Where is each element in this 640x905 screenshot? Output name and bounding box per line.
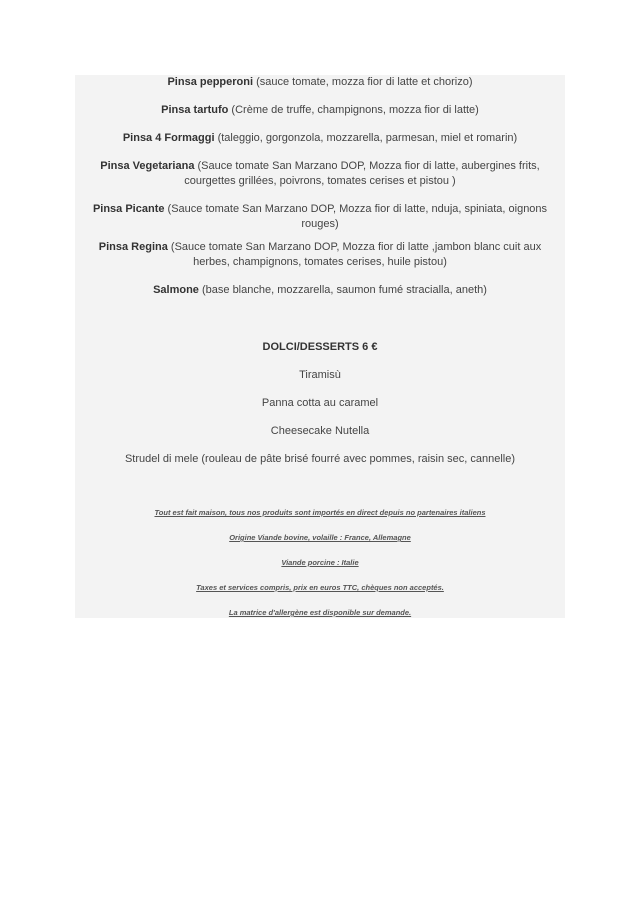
note-pork-origin: Viande porcine : Italie — [281, 558, 359, 567]
note-allergens: La matrice d'allergène est disponible sur demande. — [228, 608, 412, 617]
dessert-item: Panna cotta au caramel — [261, 397, 379, 409]
menu-item-picante — [79, 202, 561, 232]
menu-item-vegetariana — [85, 159, 555, 189]
note-homemade: Tout est fait maison, tous nos produits sont importés en direct depuis no partenaires italiens — [154, 508, 486, 517]
item-name: Pinsa Vegetariana — [100, 160, 195, 172]
menu-page — [75, 75, 565, 618]
note-taxes: Taxes et services compris, prix en euros TTC, chèques non acceptés. — [196, 583, 444, 592]
item-name: Pinsa tartufo — [161, 104, 229, 116]
item-description: (base blanche, mozzarella, saumon fumé stracialla, aneth) — [198, 284, 487, 296]
item-description: (Sauce tomate San Marzano DOP, Mozza fior di latte ,jambon blanc cuit aux herbes, champignons, tomates cerises, huile pistou) — [167, 241, 542, 268]
item-description: (Crème de truffe, champignons, mozza fior di latte) — [228, 104, 479, 116]
item-name: Pinsa pepperoni — [167, 76, 254, 88]
item-name: Pinsa Picante — [92, 203, 165, 215]
item-description: (sauce tomate, mozza fior di latte et chorizo) — [253, 76, 473, 88]
menu-item-4-formaggi — [75, 131, 565, 146]
dessert-item: Strudel di mele (rouleau de pâte brisé fourré avec pommes, raisin sec, cannelle) — [124, 453, 516, 465]
dessert-item: Tiramisù — [299, 369, 341, 381]
menu-item-regina — [83, 240, 557, 270]
item-description: (Sauce tomate San Marzano DOP, Mozza fior di latte, nduja, spiniata, oignons rouges) — [164, 203, 548, 230]
item-name: Pinsa Regina — [98, 241, 168, 253]
note-meat-origin: Origine Viande bovine, volaille : France, Allemagne — [229, 533, 411, 542]
item-name: Salmone — [153, 284, 199, 296]
desserts-heading: DOLCI/DESSERTS 6 € — [262, 341, 378, 353]
dessert-item: Cheesecake Nutella — [270, 425, 370, 437]
item-description: (Sauce tomate San Marzano DOP, Mozza fior di latte, aubergines frits, courgettes grillées, poivrons, tomates cerises et pistou ) — [184, 160, 540, 187]
menu-item-tartufo — [75, 103, 565, 118]
menu-item-pepperoni — [75, 75, 565, 90]
item-name: Pinsa 4 Formaggi — [122, 132, 215, 144]
item-description: (taleggio, gorgonzola, mozzarella, parmesan, miel et romarin) — [214, 132, 518, 144]
menu-item-salmone — [75, 283, 565, 298]
